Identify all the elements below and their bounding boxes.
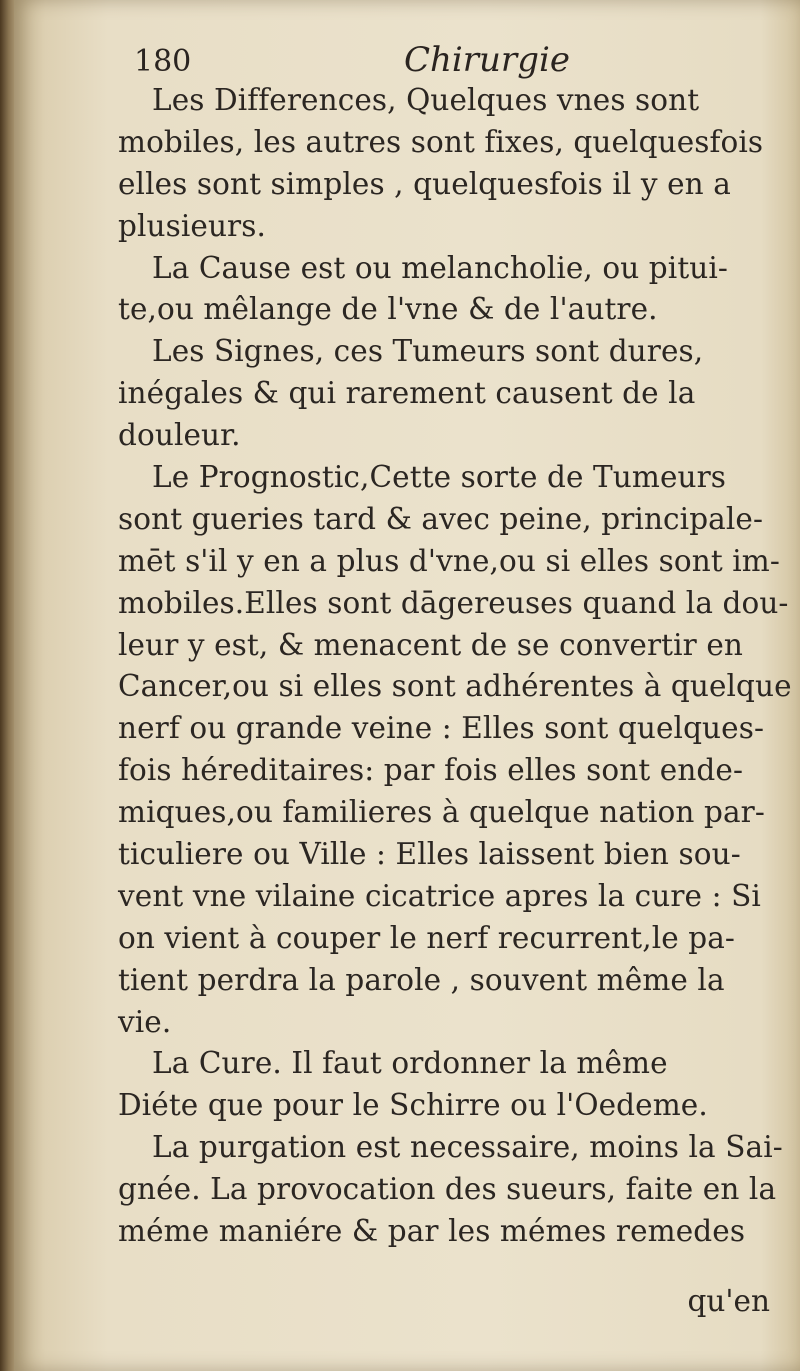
text-line: te,ou mêlange de l'vne & de l'autre. [118, 292, 658, 327]
text-line: sont gueries tard & avec peine, principale- [118, 501, 764, 536]
text-line: gnée. La provocation des sueurs, faite en la [118, 1172, 777, 1207]
text-line: Les Signes, ces Tumeurs sont dures, [152, 334, 704, 369]
text-line: Diéte que pour le Schirre ou l'Oedeme. [118, 1088, 708, 1123]
text-line: ticuliere ou Ville : Elles laissent bien sou- [118, 837, 741, 872]
text-line: mobiles, les autres sont fixes, quelquesfois [118, 124, 764, 159]
text-line: elles sont simples , quelquesfois il y en a [118, 166, 731, 201]
text-line: fois héreditaires: par fois elles sont ende- [118, 753, 744, 788]
text-line: on vient à couper le nerf recurrent,le pa- [118, 920, 736, 955]
text-line: tient perdra la parole , souvent même la [118, 962, 725, 997]
text-line: vent vne vilaine cicatrice apres la cure : Si [118, 878, 761, 913]
text-line: vie. [118, 1004, 172, 1039]
text-line: leur y est, & menacent de se convertir en [118, 627, 744, 662]
text-line: miques,ou familieres à quelque nation par- [118, 795, 765, 830]
text-line: mobiles.Elles sont dāgereuses quand la dou- [118, 585, 789, 620]
text-line: méme maniére & par les mémes remedes [118, 1214, 746, 1249]
text-line: inégales & qui rarement causent de la [118, 376, 696, 411]
text-line: plusieurs. [118, 208, 266, 243]
book-page [14, 0, 800, 1371]
text-line: Le Prognostic,Cette sorte de Tumeurs [152, 460, 727, 495]
text-line: Cancer,ou si elles sont adhérentes à quelque [118, 669, 792, 704]
text-line: mēt s'il y en a plus d'vne,ou si elles sont im- [118, 543, 780, 578]
body-text [118, 80, 800, 1253]
text-line: La purgation est necessaire, moins la Sai- [152, 1130, 783, 1165]
text-line: Les Differences, Quelques vnes sont [152, 83, 700, 117]
catchword: qu'en [687, 1284, 770, 1318]
page-number: 180 [134, 44, 192, 79]
text-line: nerf ou grande veine : Elles sont quelques- [118, 711, 765, 746]
text-line: La Cause est ou melancholie, ou pitui- [152, 250, 728, 285]
text-line: La Cure. Il faut ordonner la même [152, 1046, 668, 1081]
text-line: douleur. [118, 418, 241, 453]
running-title: Chirurgie [404, 40, 570, 80]
